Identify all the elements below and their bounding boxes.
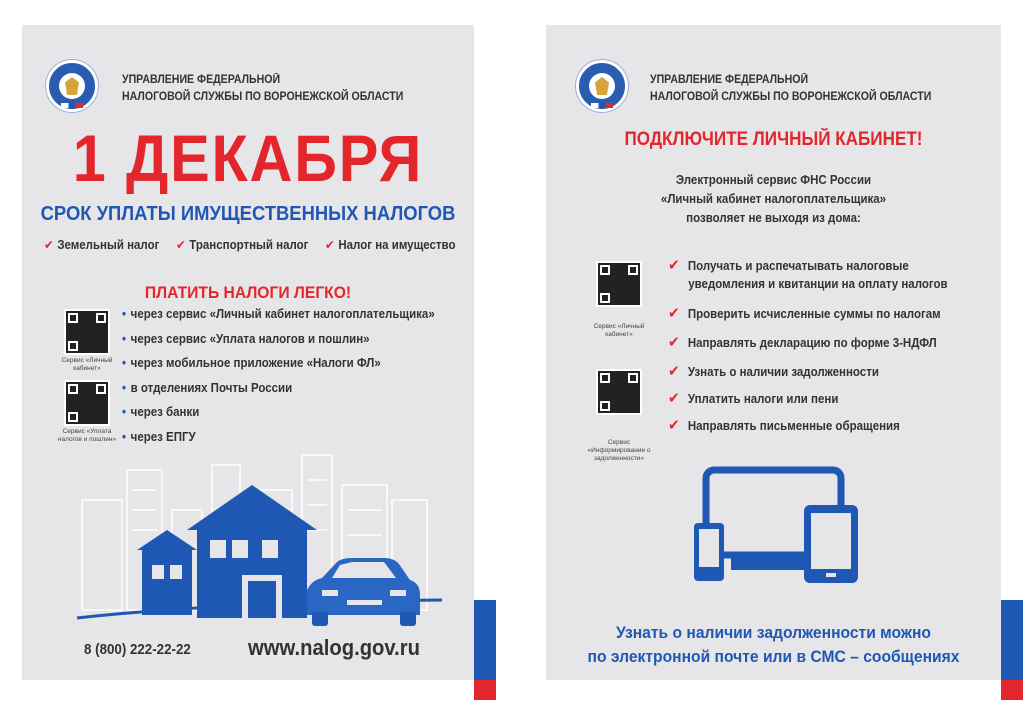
org-name: УПРАВЛЕНИЕ ФЕДЕРАЛЬНОЙ НАЛОГОВОЙ СЛУЖБЫ ПО ВОРОНЕЖСКОЙ ОБЛАСТИ bbox=[650, 74, 932, 103]
check-icon: ✔ bbox=[44, 238, 54, 252]
check-icon: ✔ bbox=[668, 257, 680, 274]
debt-info-footer: Узнать о наличии задолженности можно по электронной почте или в СМС – сообщениях bbox=[587, 623, 960, 666]
list-item: ✔ Уплатить налоги или пени bbox=[668, 390, 839, 407]
list-item: ✔ Направлять письменные обращения bbox=[668, 417, 900, 434]
service-intro: Электронный сервис ФНС России «Личный кабинет налогоплательщика» позволяет не выходя из дома: bbox=[660, 173, 887, 225]
pay-heading: ПЛАТИТЬ НАЛОГИ ЛЕГКО! bbox=[144, 283, 352, 302]
list-item: • через ЕПГУ bbox=[122, 430, 435, 455]
qr-caption: Сервис «Информирование о задолженности» bbox=[587, 439, 651, 462]
connect-heading: ПОДКЛЮЧИТЕ ЛИЧНЫЙ КАБИНЕТ! bbox=[624, 129, 923, 150]
list-item: ✔ Проверить исчисленные суммы по налогам bbox=[668, 305, 941, 322]
house-car-illustration bbox=[22, 440, 474, 630]
features-list bbox=[668, 257, 948, 444]
check-icon: ✔ bbox=[668, 334, 680, 351]
tax-deadline-poster bbox=[22, 25, 474, 680]
qr-code-icon[interactable] bbox=[596, 369, 642, 415]
phone-number: 8 (800) 222-22-22 bbox=[84, 642, 191, 658]
tax-types bbox=[44, 237, 455, 252]
list-item: ✔ Направлять декларацию по форме 3-НДФЛ bbox=[668, 334, 937, 351]
org-name: УПРАВЛЕНИЕ ФЕДЕРАЛЬНОЙ НАЛОГОВОЙ СЛУЖБЫ ПО ВОРОНЕЖСКОЙ ОБЛАСТИ bbox=[122, 74, 404, 103]
list-item: • через мобильное приложение «Налоги ФЛ» bbox=[122, 356, 435, 381]
check-icon: ✔ bbox=[668, 390, 680, 407]
qr-pattern bbox=[598, 371, 640, 413]
tax-type-item: ✔ Налог на имущество bbox=[325, 238, 456, 252]
qr-caption: Сервис «Личный кабинет» bbox=[61, 357, 113, 372]
flag-stripe bbox=[474, 600, 496, 700]
qr-code-icon[interactable] bbox=[64, 309, 110, 355]
deadline-heading: СРОК УПЛАТЫ ИМУЩЕСТВЕННЫХ НАЛОГОВ bbox=[40, 203, 456, 225]
deadline-date: 1 ДЕКАБРЯ bbox=[72, 121, 424, 195]
check-icon: ✔ bbox=[668, 363, 680, 380]
fns-emblem-icon bbox=[576, 60, 628, 112]
list-item: • через сервис «Уплата налогов и пошлин» bbox=[122, 332, 435, 357]
check-icon: ✔ bbox=[668, 305, 680, 322]
qr-pattern bbox=[66, 311, 108, 353]
tax-type-item: ✔ Транспортный налог bbox=[175, 238, 309, 252]
fns-emblem-icon bbox=[46, 60, 98, 112]
qr-code-icon[interactable] bbox=[64, 380, 110, 426]
check-icon: ✔ bbox=[668, 417, 680, 434]
devices-icon bbox=[686, 465, 866, 585]
qr-code-icon[interactable] bbox=[596, 261, 642, 307]
tax-type-item: ✔ Земельный налог bbox=[44, 238, 160, 252]
list-item: • через банки bbox=[122, 405, 435, 430]
website-link[interactable]: www.nalog.gov.ru bbox=[248, 635, 421, 660]
payment-methods-list bbox=[122, 307, 435, 454]
flag-stripe bbox=[1001, 600, 1023, 700]
qr-caption: Сервис «Уплата налогов и пошлин» bbox=[57, 428, 117, 443]
list-item: ✔ Получать и распечатывать налоговые уведомления и квитанции на оплату налогов bbox=[668, 257, 948, 291]
personal-account-poster bbox=[546, 25, 1001, 680]
qr-pattern bbox=[598, 263, 640, 305]
list-item: • через сервис «Личный кабинет налогоплательщика» bbox=[122, 307, 435, 332]
list-item: • в отделениях Почты России bbox=[122, 381, 435, 406]
check-icon: ✔ bbox=[325, 238, 335, 252]
list-item: ✔ Узнать о наличии задолженности bbox=[668, 363, 879, 380]
qr-pattern bbox=[66, 382, 108, 424]
qr-caption: Сервис «Личный кабинет» bbox=[593, 323, 645, 338]
check-icon: ✔ bbox=[175, 238, 186, 252]
